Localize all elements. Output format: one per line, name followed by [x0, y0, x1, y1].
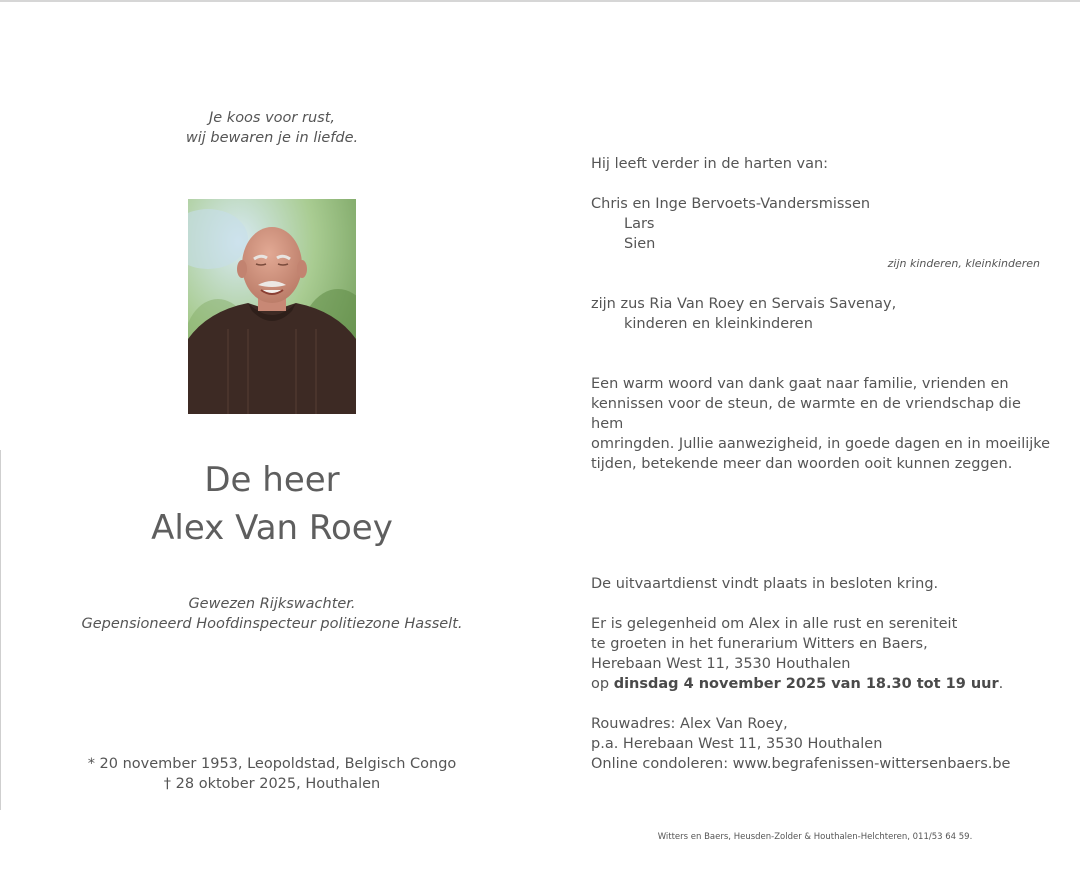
visitation-line-3: Herebaan West 11, 3530 Houthalen	[591, 656, 851, 672]
career	[72, 594, 472, 634]
thanks-line-2: kennissen voor de steun, de warmte en de vriendschap die hem	[591, 396, 1021, 432]
name-full: Alex Van Roey	[151, 508, 393, 548]
portrait-illustration	[188, 199, 356, 414]
grandchild-1: Lars	[624, 216, 655, 232]
visitation-prefix: op	[591, 676, 614, 692]
visitation-paragraph	[591, 614, 1051, 694]
visitation-datetime: dinsdag 4 november 2025 van 18.30 tot 19 uur	[613, 676, 999, 692]
thanks-paragraph	[591, 374, 1051, 474]
motto	[132, 108, 412, 148]
family-intro: Hij leeft verder in de harten van:	[591, 156, 829, 172]
career-line-2: Gepensioneerd Hoofdinspecteur politiezone Hasselt.	[81, 616, 463, 632]
mourning-address	[591, 714, 1051, 774]
funeral-home-footer: Witters en Baers, Heusden-Zolder & Houthalen-Helchteren, 011/53 64 59.	[657, 832, 973, 842]
motto-line-2: wij bewaren je in liefde.	[185, 130, 359, 146]
portrait-photo	[188, 199, 356, 414]
death-line: † 28 oktober 2025, Houthalen	[163, 776, 381, 792]
visitation-suffix: .	[998, 676, 1004, 692]
thanks-line-1: Een warm woord van dank gaat naar familie, vrienden en	[591, 376, 1009, 392]
children-note: zijn kinderen, kleinkinderen	[887, 257, 1040, 270]
sister-sub-line: kinderen en kleinkinderen	[624, 316, 813, 332]
name-title: De heer	[204, 460, 340, 500]
visitation-line-1: Er is gelegenheid om Alex in alle rust en sereniteit	[591, 616, 958, 632]
family-children	[591, 194, 1051, 254]
life-dates	[72, 754, 472, 794]
birth-line: * 20 november 1953, Leopoldstad, Belgisch Congo	[87, 756, 457, 772]
motto-line-1: Je koos voor rust,	[208, 110, 335, 126]
family-sister	[591, 294, 1051, 334]
address-line-1: Rouwadres: Alex Van Roey,	[591, 716, 788, 732]
thanks-line-4: tijden, betekende meer dan woorden ooit kunnen zeggen.	[591, 456, 1013, 472]
left-edge-line	[0, 450, 1, 810]
service-private: De uitvaartdienst vindt plaats in besloten kring.	[591, 576, 939, 592]
address-line-2: p.a. Herebaan West 11, 3530 Houthalen	[591, 736, 883, 752]
career-line-1: Gewezen Rijkswachter.	[188, 596, 356, 612]
children-couple: Chris en Inge Bervoets-Vandersmissen	[591, 196, 871, 212]
grandchild-2: Sien	[624, 236, 656, 252]
sister-line: zijn zus Ria Van Roey en Servais Savenay,	[591, 296, 897, 312]
condolence-line: Online condoleren: www.begrafenissen-wittersenbaers.be	[591, 756, 1011, 772]
thanks-line-3: omringden. Jullie aanwezigheid, in goede dagen en in moeilijke	[591, 436, 1051, 452]
top-border	[0, 0, 1080, 2]
visitation-line-4	[591, 674, 1051, 694]
visitation-line-2: te groeten in het funerarium Witters en Baers,	[591, 636, 928, 652]
deceased-name	[72, 456, 472, 552]
